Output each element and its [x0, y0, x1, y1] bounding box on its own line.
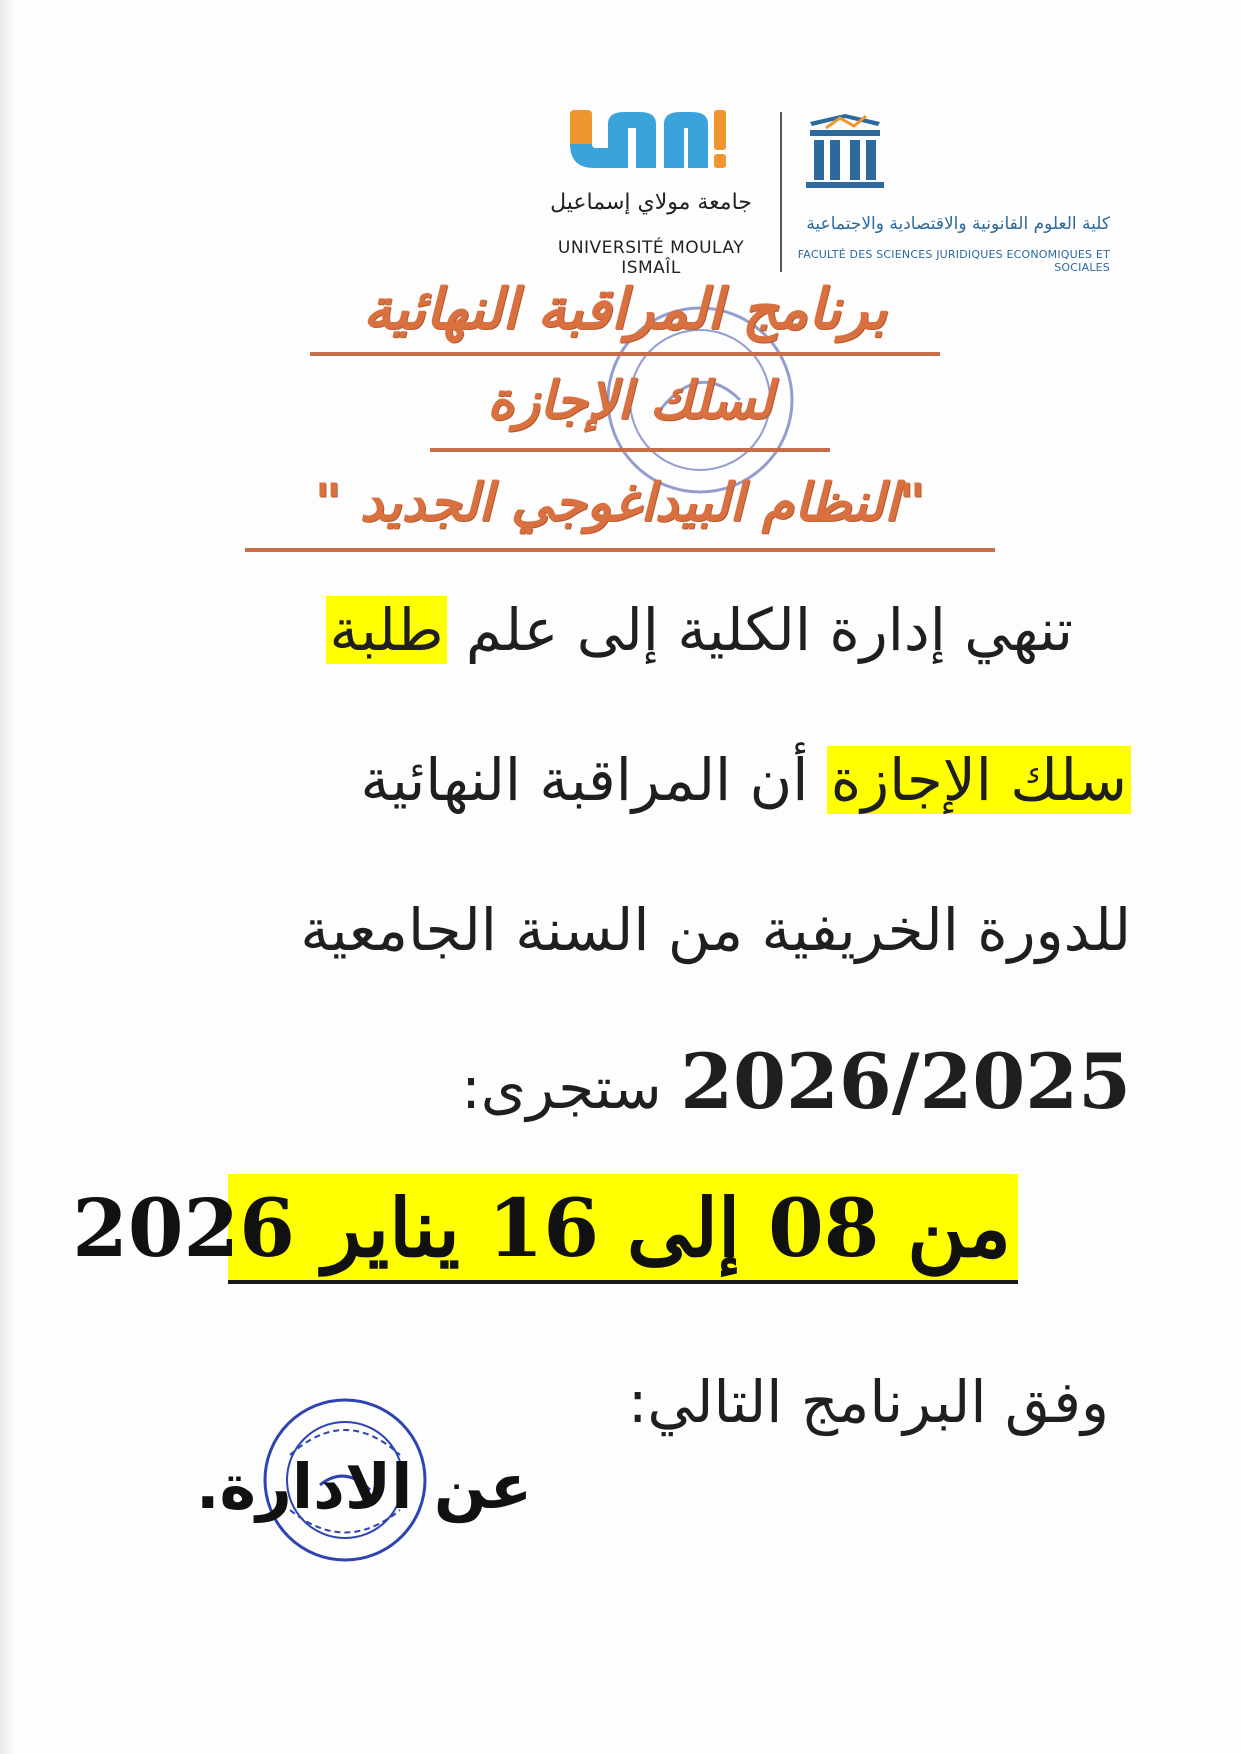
umi-logo-icon — [568, 108, 728, 188]
academic-year: 2026/2025 — [680, 1037, 1131, 1126]
body-line-2-text: أن المراقبة النهائية — [360, 746, 809, 814]
highlight-licence: سلك الإجازة — [827, 746, 1131, 814]
body-line-3: للدورة الخريفية من السنة الجامعية — [300, 896, 1131, 964]
body-line-4-text: ستجرى: — [461, 1054, 662, 1122]
title-underline-3 — [245, 548, 995, 552]
faculty-name-fr: FACULTÉ DES SCIENCES JURIDIQUES ECONOMIQUES ET SOCIALES — [797, 248, 1110, 274]
logo-divider — [780, 112, 782, 272]
title-line-1: برنامج المراقبة النهائية — [362, 277, 888, 342]
body-line-1-text: تنهي إدارة الكلية إلى علم — [465, 596, 1073, 664]
faculty-logo-icon — [800, 112, 890, 192]
university-name-ar: جامعة مولاي إسماعيل — [550, 190, 752, 215]
faculty-name-ar: كلية العلوم القانونية والاقتصادية والاجتماعية — [806, 214, 1110, 234]
body-line-2 — [361, 740, 1131, 820]
title-line-3: "النظام البيداغوجي الجديد " — [314, 473, 926, 533]
body-line-5: وفق البرنامج التالي: — [627, 1368, 1109, 1436]
university-name-fr: UNIVERSITÉ MOULAY ISMAÎL — [557, 238, 745, 278]
title-underline-1 — [310, 352, 940, 356]
title-line-2: لسلك الإجازة — [487, 371, 773, 431]
exam-date-range: من 08 إلى 16 يناير 2026 — [72, 1181, 1011, 1275]
body-line-4 — [461, 1037, 1131, 1128]
body-line-1 — [326, 590, 1073, 670]
title-underline-2 — [430, 448, 830, 452]
signature-text: عن الادارة. — [196, 1450, 533, 1523]
highlight-students: طلبة — [326, 596, 448, 664]
